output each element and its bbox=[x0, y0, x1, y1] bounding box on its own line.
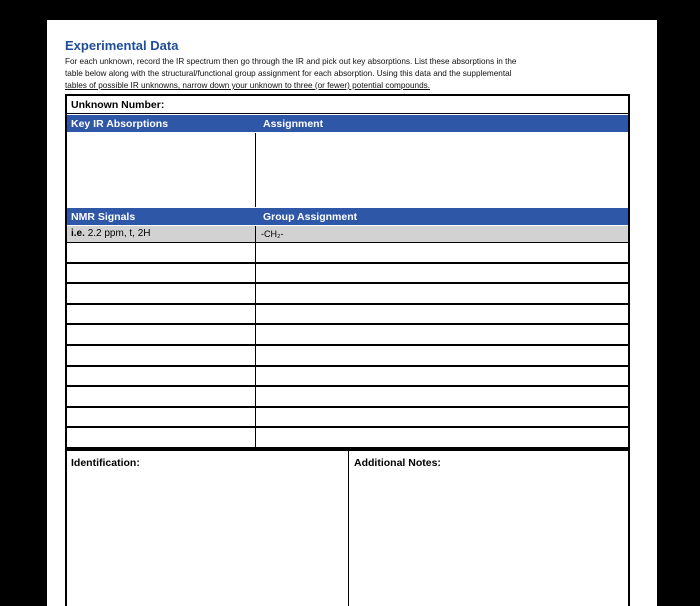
nmr-table-header bbox=[67, 207, 628, 226]
nmr-col-signals-header: NMR Signals bbox=[71, 211, 136, 223]
nmr-table-row bbox=[67, 367, 628, 388]
nmr-table-row bbox=[67, 325, 628, 346]
nmr-example-group: -CH₂- bbox=[261, 229, 284, 239]
nmr-table-row bbox=[67, 346, 628, 367]
nmr-signal-cell[interactable] bbox=[67, 367, 255, 386]
nmr-signal-cell[interactable] bbox=[67, 428, 255, 447]
instructions-line-1: For each unknown, record the IR spectrum then go through the IR and pick out key absorptions. List these absorptions in the bbox=[65, 57, 517, 66]
nmr-signal-cell[interactable] bbox=[67, 387, 255, 406]
ir-table-header bbox=[67, 114, 628, 133]
nmr-signal-cell[interactable] bbox=[67, 346, 255, 365]
nmr-signal-cell[interactable] bbox=[67, 408, 255, 427]
nmr-signal-cell[interactable] bbox=[67, 284, 255, 303]
instructions-line-3: tables of possible IR unknowns, narrow down your unknown to three (or fewer) potential compounds. bbox=[65, 81, 430, 90]
nmr-table-row bbox=[67, 428, 628, 449]
nmr-table-row bbox=[67, 243, 628, 264]
instructions-line-2: table below along with the structural/functional group assignment for each absorption. Using this data and the supplemental bbox=[65, 69, 512, 78]
nmr-example-signal bbox=[71, 228, 151, 239]
nmr-example-row bbox=[67, 226, 628, 243]
nmr-group-cell[interactable] bbox=[256, 367, 628, 386]
unknown-number-label: Unknown Number: bbox=[71, 99, 165, 111]
data-table bbox=[65, 94, 630, 451]
example-signal-value: 2.2 ppm, t, 2H bbox=[87, 228, 151, 239]
nmr-group-cell[interactable] bbox=[256, 305, 628, 324]
nmr-group-cell[interactable] bbox=[256, 243, 628, 262]
column-divider bbox=[255, 226, 256, 243]
example-prefix: i.e. bbox=[71, 228, 85, 239]
nmr-table-row bbox=[67, 305, 628, 326]
nmr-signal-cell[interactable] bbox=[67, 325, 255, 344]
identification-label: Identification: bbox=[71, 457, 140, 469]
section-heading: Experimental Data bbox=[65, 38, 179, 53]
ir-col-absorptions-header: Key IR Absorptions bbox=[71, 118, 169, 130]
nmr-group-cell[interactable] bbox=[256, 264, 628, 283]
nmr-table-row bbox=[67, 264, 628, 285]
nmr-group-cell[interactable] bbox=[256, 325, 628, 344]
nmr-group-cell[interactable] bbox=[256, 284, 628, 303]
additional-notes-field[interactable] bbox=[349, 473, 628, 606]
conclusion-box bbox=[65, 449, 630, 606]
ir-col-assignment-header: Assignment bbox=[263, 118, 324, 130]
instructions-paragraph bbox=[65, 56, 635, 92]
ir-entry-cell-assignment[interactable] bbox=[256, 133, 628, 208]
worksheet-page bbox=[47, 20, 657, 606]
identification-field[interactable] bbox=[67, 473, 348, 606]
nmr-signal-cell[interactable] bbox=[67, 243, 255, 262]
nmr-signal-cell[interactable] bbox=[67, 305, 255, 324]
nmr-group-cell[interactable] bbox=[256, 346, 628, 365]
nmr-group-cell[interactable] bbox=[256, 428, 628, 447]
nmr-group-cell[interactable] bbox=[256, 408, 628, 427]
nmr-table-row bbox=[67, 408, 628, 429]
additional-notes-label: Additional Notes: bbox=[354, 457, 441, 469]
nmr-group-cell[interactable] bbox=[256, 387, 628, 406]
nmr-table-row bbox=[67, 284, 628, 305]
nmr-col-group-header: Group Assignment bbox=[263, 211, 358, 223]
nmr-signal-cell[interactable] bbox=[67, 264, 255, 283]
nmr-table-row bbox=[67, 387, 628, 408]
column-divider bbox=[255, 133, 256, 208]
ir-entry-cell-absorptions[interactable] bbox=[67, 133, 255, 208]
